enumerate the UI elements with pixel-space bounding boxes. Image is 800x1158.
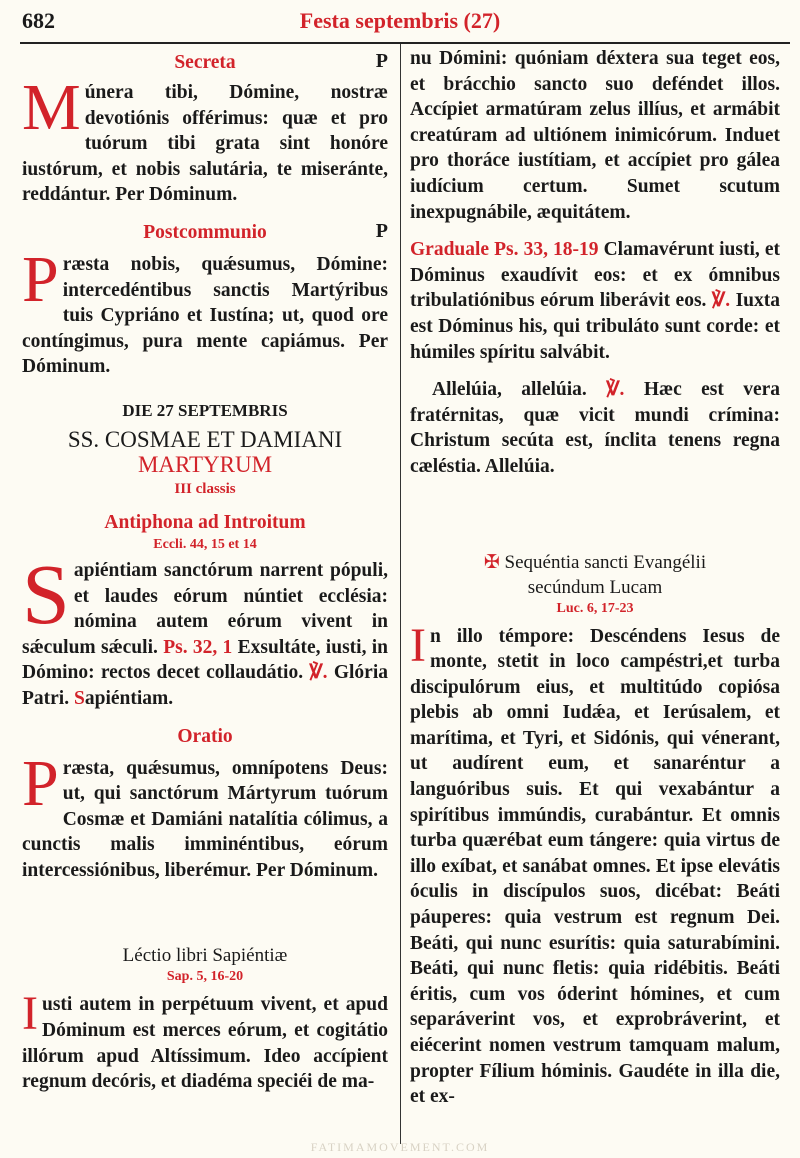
lectio-continued: nu Dómini: quóniam déxtera sua teget eos, et brácchio sancto suo deféndet illos. Accípiet armatúram zelus illíus, et armábit creatúram ad ultiónem inimicórum. Induet pro thoráce iustítiam, et accípiet pro gálea iudícium certum. Sumet scutum inexpugnábile, æquitátem. [410,48,780,223]
introitus-citation: Eccli. 44, 15 et 14 [153,536,257,552]
oratio-heading: Oratio [177,725,233,747]
watermark: FATIMAMOVEMENT.COM [310,1140,490,1154]
postcommunio-dropcap: P [22,242,59,316]
postcommunio-text: Præsta nobis, quǽsumus, Dómine: intercedéntibus sanctis Martýribus tuis Cypriáno et Iustína; ut, quod ore contíngimus, pura mente capiámus. Per Dóminum. [22,242,388,378]
secreta-dropcap: M [22,71,81,144]
graduale-label: Graduale Ps. 33, 18-19 [410,239,599,261]
lectio-dropcap: I [22,987,38,1041]
page-number: 682 [22,8,55,33]
left-column [22,46,388,1095]
graduale-text: Graduale Ps. 33, 18-19 Clamavérunt iusti, et Dóminus exaudívit eos: et ex ómnibus tribulatiónibus eórum liberávit eos. ℣. Iuxta est Dóminus his, qui tribuláto sunt corde: et húmiles spíritu salvábit. [410,239,781,363]
feast-title: SS. COSMAE ET DAMIANI [67,426,343,452]
lectio-citation: Sap. 5, 16-20 [166,969,244,985]
postcommunio-heading: Postcommunio [143,221,267,243]
header-rule [20,42,790,44]
versicle-icon: ℣. [606,379,625,401]
secreta-heading: Secreta [174,52,236,73]
lectio-text: Iusti autem in perpétuum vivent, et apud Dóminum est merces eórum, et cogitátio illórum apud Altíssimum. Ideo accípient regnum decóris, et diadéma speciéi de ma- [22,987,388,1093]
secreta-text: Múnera tibi, Dómine, nostræ devotiónis offérimus: quæ et pro tuórum tibi grata sint honóre iustórum, et nobis salutária, te miseránte, reddántur. Per Dóminum. [22,71,388,206]
feast-class: III classis [174,480,236,497]
introitus-heading: Antiphona ad Introitum [104,511,306,533]
introitus-text: Sapiéntiam sanctórum narrent pópuli, et laudes eórum núntiet ecclésia: nómina autem eórum vivent in sǽculum sǽculi. Ps. 32, 1 Exsultáte, iusti, in Dómino: rectos decet collaudátio. ℣. Glória Patri. Sapiéntiam. [22,545,389,709]
column-divider [400,44,401,1144]
evangelium-heading: ✠ Sequéntia sancti Evangélii [483,551,707,573]
secreta-tag: P [375,50,388,72]
versicle-icon: ℣. [711,290,731,312]
lectio-heading: Léctio libri Sapiéntiæ [122,945,288,967]
oratio-dropcap: P [22,746,59,820]
feast-title-martyrum: MARTYRUM [137,451,273,477]
versicle-icon: ℣. [309,662,328,684]
feast-date: DIE 27 SEPTEMBRIS [122,400,288,420]
secreta-section [22,50,388,76]
evangelium-citation: Luc. 6, 17-23 [556,600,634,616]
introitus-dropcap: S [22,545,70,642]
postcommunio-tag: P [375,219,388,242]
evangelium-text: In illo témpore: Descéndens Iesus de monte, stetit in loco campéstri,et turba discipulórum eius, et multitúdo copiósa plebis ab omni Iudǽa, et Ierúsalem, et marítima, et Tyri, et Sidónis, qui vénerant, ut audírent eum, et sanaréntur a languóribus suis. Et qui vexabántur a spirítibus immúndis, curabántur. Et omnis turba quærébat eum tángere: quia virtus de illo exíbat, et sanábat omnes. Et ipse elevátis óculis in discípulos suos, dicébat: Beáti páuperes: quia vestrum est regnum Dei. Beáti, qui nunc esurítis: quia saturabímini. Beáti, qui nunc fletis: quia ridébitis. Beáti éritis, cum vos óderint hómines, et cum separáverint vos, et exprobráverint, et eiécerint nomen vestrum tamquam malum, propter Fílium hóminis. Gaudéte in illa die, et ex- [410,618,780,1108]
evangelium-heading-line2: secúndum Lucam [527,576,663,598]
introitus-ps-ref: Ps. 32, 1 [163,636,233,658]
running-title: Festa septembris (27) [299,8,501,33]
evangelium-dropcap: I [410,618,426,672]
oratio-text: Præsta, quǽsumus, omnípotens Deus: ut, qui sanctórum Mártyrum tuórum Cosmæ et Damiáni natalítia cólimus, a cunctis malis imminéntibus, eórum intercessiónibus, liberémur. Per Dóminum. [22,746,388,881]
page-header [0,0,800,42]
postcommunio-section [22,220,388,246]
alleluia-text: Allelúia, allelúia. ℣. Hæc est vera fratérnitas, quæ vicit mundi crímina: Christum secúta est, ínclita tenens regna cæléstia. Allelúia. [410,379,781,477]
cross-icon: ✠ [483,551,500,573]
right-column [410,46,780,1110]
